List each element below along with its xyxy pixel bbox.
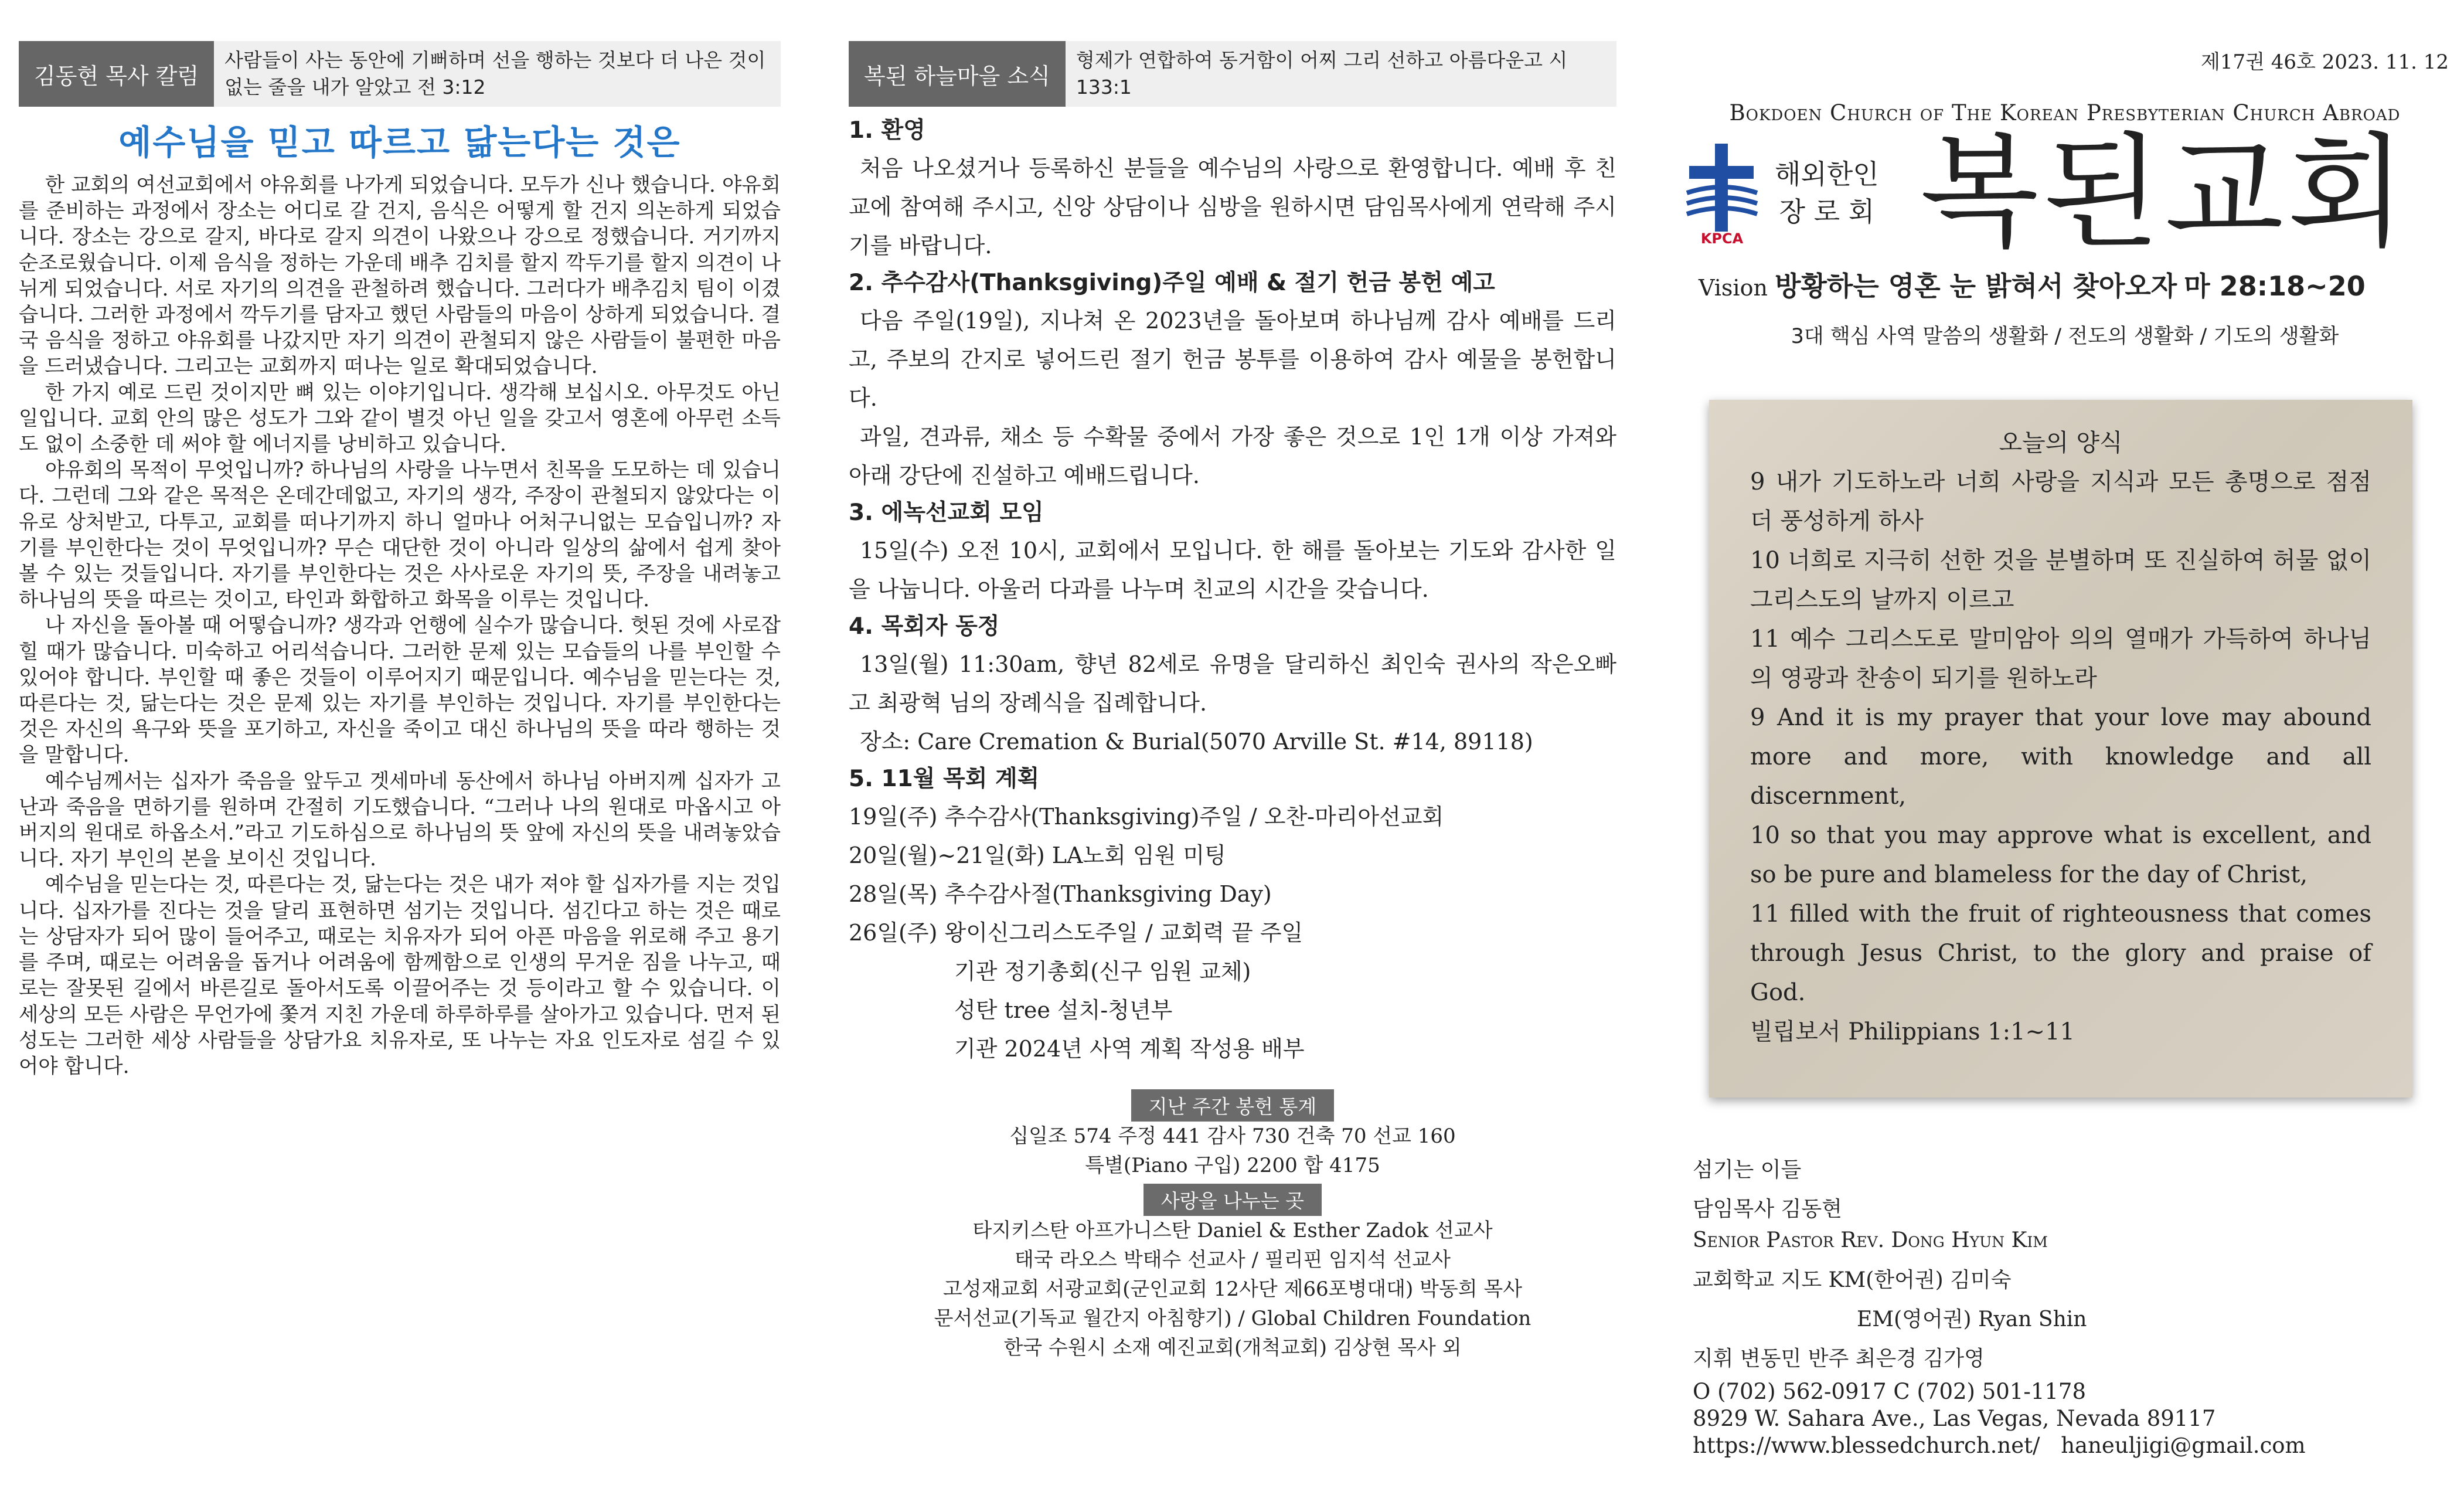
sharing-line: 문서선교(기독교 월간지 아침향기) / Global Children Foundation bbox=[934, 1307, 1532, 1330]
column-label: 김동현 목사 칼럼 bbox=[19, 41, 214, 107]
plan-item: 성탄 tree 설치-청년부 bbox=[954, 997, 1173, 1023]
kpca-logo-icon bbox=[1681, 140, 1763, 246]
notice-title: 2. 추수감사(Thanksgiving)주일 예배 & 절기 헌금 봉헌 예고 bbox=[849, 270, 1495, 296]
church-name: 복된교회 bbox=[1920, 121, 2410, 264]
staff-title: 섬기는 이들 bbox=[1693, 1158, 1802, 1182]
notice-text: 과일, 견과류, 채소 등 수확물 중에서 가장 좋은 것으로 1인 1개 이상 가져와 아래 강단에 진설하고 예배드립니다. bbox=[849, 424, 1616, 488]
masthead bbox=[1681, 121, 2449, 264]
scripture-title: 오늘의 양식 bbox=[1999, 429, 2123, 457]
denomination-label bbox=[1775, 155, 1879, 230]
paragraph: 예수님께서는 십자가 죽음을 앞두고 겟세마네 동산에서 하나님 아버지께 십자가 고난과 죽음을 면하기를 원하며 간절히 기도했습니다. “그러나 나의 원대로 마옵시고 아버지의 원대로 하옵소서.”라고 기도하심으로 하나님의 뜻 앞에 자신의 뜻을 내려놓았습니다. 자기 부인의 본을 보이신 것입니다. bbox=[19, 769, 781, 871]
scripture-line: 11 filled with the fruit of righteousness that comes through Jesus Christ, to the glory and praise of God. bbox=[1750, 901, 2371, 1006]
address: 8929 W. Sahara Ave., Las Vegas, Nevada 89117 bbox=[1693, 1406, 2216, 1431]
notice-text: 다음 주일(19일), 지나쳐 온 2023년을 돌아보며 하나님께 감사 예배를 드리고, 주보의 간지로 넣어드린 절기 헌금 봉투를 이용하여 감사 예물을 봉헌합니다. bbox=[849, 308, 1616, 411]
pastor-en: Senior Pastor Rev. Dong Hyun Kim bbox=[1693, 1228, 2048, 1252]
notice-text: 13일(월) 11:30am, 향년 82세로 유명을 달리하신 최인숙 권사의 작은오빠 고 최광혁 님의 장례식을 집례합니다. bbox=[849, 651, 1616, 716]
sharing-box bbox=[849, 1184, 1616, 1363]
education-line: EM(영어권) Ryan Shin bbox=[1857, 1307, 2087, 1331]
paragraph: 나 자신을 돌아볼 때 어떻습니까? 생각과 언행에 실수가 많습니다. 헛된 것에 사로잡힐 때가 많습니다. 미숙하고 어리석습니다. 그러한 문제 있는 모습들의 나를 부인할 수 있어야 합니다. 부인할 때 좋은 것들이 이루어지기 때문입니다. 예수님을 믿는다는 것, 따른다는 것, 닮는다는 것은 문제 있는 자기를 부인하는 것입니다. 자기를 부인한다는 것은 자신의 욕구와 뜻을 포기하고, 자신을 죽이고 대신 하나님의 뜻을 따라 행하는 것을 말합니다. bbox=[19, 614, 781, 767]
scripture-line: 9 내가 기도하노라 너희 사랑을 지식과 모든 총명으로 점점 더 풍성하게 하사 bbox=[1750, 468, 2371, 535]
notice-title: 3. 에녹선교회 모임 bbox=[849, 500, 1044, 526]
header-verse: 사람들이 사는 동안에 기뻐하며 선을 행하는 것보다 더 나은 것이 없는 줄을 내가 알았고 전 3:12 bbox=[214, 41, 781, 107]
column-header bbox=[19, 41, 781, 107]
plan-item: 19일(주) 추수감사(Thanksgiving)주일 / 오찬-마리아선교회 bbox=[849, 804, 1444, 830]
education-line: 교회학교 지도 KM(한어권) 김미숙 bbox=[1693, 1268, 2012, 1292]
notice-text: 처음 나오셨거나 등록하신 분들을 예수님의 사랑으로 환영합니다. 예배 후 친교에 참여해 주시고, 신앙 상담이나 심방을 원하시면 담임목사에게 연락해 주시기를 바랍니다. bbox=[849, 155, 1616, 259]
logo-text: KPCA bbox=[1700, 230, 1744, 246]
sharing-line: 고성재교회 서광교회(군인교회 12사단 제66포병대대) 박동희 목사 bbox=[942, 1277, 1523, 1301]
staff-other: 지휘 변동민 반주 최은경 김가영 bbox=[1693, 1347, 1985, 1371]
church-english-name: Bokdoen Church of The Korean Presbyterian Church Abroad bbox=[1729, 100, 2401, 125]
column-news bbox=[849, 0, 1616, 1363]
scripture-reference: 빌립보서 Philippians 1:1~11 bbox=[1750, 1018, 2075, 1045]
offering-line: 십일조 574 주정 441 감사 730 건축 70 선교 160 bbox=[1009, 1124, 1456, 1148]
plan-item: 기관 2024년 사역 계획 작성용 배부 bbox=[954, 1036, 1305, 1062]
news-label: 복된 하늘마을 소식 bbox=[849, 41, 1066, 107]
sharing-label: 사랑을 나누는 곳 bbox=[1143, 1184, 1322, 1216]
mission-line: 3대 핵심 사역 말씀의 생활화 / 전도의 생활화 / 기도의 생활화 bbox=[1791, 325, 2339, 348]
notice-title: 4. 목회자 동정 bbox=[849, 613, 1000, 640]
sharing-line: 태국 라오스 박태수 선교사 / 필리핀 임지석 선교사 bbox=[1015, 1248, 1451, 1272]
email-link[interactable]: haneuljigi@gmail.com bbox=[2061, 1433, 2306, 1458]
vision-label: Vision bbox=[1699, 275, 1768, 301]
offering-stats bbox=[849, 1089, 1616, 1180]
news-header bbox=[849, 41, 1616, 107]
vision-line bbox=[1681, 265, 2449, 304]
offering-line: 특별(Piano 구입) 2200 합 4175 bbox=[1085, 1154, 1380, 1177]
contact-web bbox=[1693, 1432, 2449, 1459]
column-masthead bbox=[1681, 0, 2449, 1459]
issue-number: 제17권 46호 2023. 11. 12 bbox=[2201, 50, 2449, 74]
news-verse: 형제가 연합하여 동거함이 어찌 그리 선하고 아름다운고 시 133:1 bbox=[1066, 41, 1616, 107]
offering-label: 지난 주간 봉헌 통계 bbox=[1131, 1089, 1335, 1122]
staff-section bbox=[1681, 1150, 2449, 1459]
sharing-line: 타지키스탄 아프가니스탄 Daniel & Esther Zadok 선교사 bbox=[972, 1219, 1493, 1242]
plan-item: 28일(목) 추수감사절(Thanksgiving Day) bbox=[849, 881, 1272, 907]
column-body bbox=[19, 172, 781, 1079]
plan-item: 기관 정기총회(신구 임원 교체) bbox=[954, 959, 1251, 984]
notice-text: 15일(수) 오전 10시, 교회에서 모입니다. 한 해를 돌아보는 기도와 감사한 일을 나눕니다. 아울러 다과를 나누며 친교의 시간을 갖습니다. bbox=[849, 538, 1616, 602]
notice-title: 1. 환영 bbox=[849, 117, 925, 144]
scripture-line: 10 너희로 지극히 선한 것을 분별하며 또 진실하여 허물 없이 그리스도의 날까지 이르고 bbox=[1750, 547, 2371, 613]
notice-text: 장소: Care Cremation & Burial(5070 Arville St. #14, 89118) bbox=[860, 729, 1533, 755]
scripture-line: 11 예수 그리스도로 말미암아 의의 열매가 가득하여 하나님의 영광과 찬송이 되기를 원하노라 bbox=[1750, 626, 2371, 692]
denomination-line: 장 로 회 bbox=[1779, 196, 1875, 227]
plan-title: 5. 11월 목회 계획 bbox=[849, 766, 1040, 792]
vision-text: 방황하는 영혼 눈 밝혀서 찾아오자 bbox=[1775, 270, 2177, 302]
paragraph: 예수님을 믿는다는 것, 따른다는 것, 닮는다는 것은 내가 져야 할 십자가를 지는 것입니다. 십자가를 진다는 것을 달리 표현하면 섬기는 것입니다. 섬긴다고 하는 것은 때로는 상담자가 되어 많이 들어주고, 때로는 치유자가 되어 아픈 마음을 위로해 주고 용기를 주며, 때로는 어려움을 돕거나 어려움에 함께함으로 인생의 무거운 짐을 나누고, 때로는 잘못된 길에서 바른길로 돌아서도록 이끌어주는 것 등이라고 할 수 있습니다. 이 세상의 모든 사람은 무언가에 쫓겨 지친 가운데 하루하루를 살아가고 있습니다. 먼저 된 성도는 그러한 세상 사람들을 상담가요 치유자로, 또 나누는 자요 인도자로 섬길 수 있어야 합니다. bbox=[19, 873, 781, 1078]
paragraph: 야유회의 목적이 무엇입니까? 하나님의 사랑을 나누면서 친목을 도모하는 데 있습니다. 그런데 그와 같은 목적은 온데간데없고, 자기의 생각, 주장이 관철되지 않았다는 이유로 상처받고, 다투고, 교회를 떠나기까지 하니 얼마나 어처구니없는 모습입니까? 자기를 부인한다는 것이 무엇입니까? 무슨 대단한 것이 아니라 일상의 삶에서 쉽게 찾아볼 수 있는 것들입니다. 자기를 부인한다는 것은 사사로운 자기의 뜻, 주장을 내려놓고 하나님의 뜻을 따르는 것이고, 타인과 화합하고 화목을 이루는 것입니다. bbox=[19, 458, 781, 612]
column-title: 예수님을 믿고 따르고 닮는다는 것은 bbox=[118, 123, 681, 162]
scripture-line: 9 And it is my prayer that your love may abound more and more, with knowledge and all discernment, bbox=[1750, 704, 2371, 810]
scripture-card bbox=[1709, 400, 2412, 1098]
sharing-line: 한국 수원시 소재 예진교회(개척교회) 김상현 목사 외 bbox=[1003, 1336, 1462, 1360]
phone-numbers: O (702) 562-0917 C (702) 501-1178 bbox=[1693, 1379, 2087, 1404]
plan-item: 26일(주) 왕이신그리스도주일 / 교회력 끝 주일 bbox=[849, 920, 1304, 946]
scripture-line: 10 so that you may approve what is excellent, and so be pure and blameless for the day of Christ, bbox=[1750, 822, 2371, 888]
plan-item: 20일(월)~21일(화) LA노회 임원 미팅 bbox=[849, 842, 1226, 868]
denomination-line: 해외한인 bbox=[1775, 158, 1879, 190]
website-link[interactable]: https://www.blessedchurch.net/ bbox=[1693, 1433, 2040, 1458]
vision-ref: 마 28:18~20 bbox=[2184, 270, 2366, 302]
pastor-kr: 담임목사 김동현 bbox=[1693, 1197, 1842, 1221]
notice-list bbox=[849, 113, 1616, 1068]
paragraph: 한 교회의 여선교회에서 야유회를 나가게 되었습니다. 모두가 신나 했습니다. 야유회를 준비하는 과정에서 장소는 어디로 갈 건지, 음식은 어떻게 할 건지 의논하게 되었습니다. 장소는 강으로 갈지, 바다로 갈지 의견이 나왔으나 강으로 정했습니다. 거기까지 순조로웠습니다. 이제 음식을 정하는 가운데 배추 김치를 할지 깍두기를 할지 의견이 나뉘게 되었습니다. 서로 자기의 의견을 관철하려 했습니다. 그러다가 배추김치 팀이 이겼습니다. 그러한 과정에서 깍두기를 담자고 했던 사람들의 마음이 상하게 되었습니다. 결국 음식을 정하고 야유회를 나갔지만 자기 의견이 관철되지 않은 사람들이 불편한 마음을 드러냈습니다. 그리고는 교회까지 떠나는 일로 확대되었습니다. bbox=[19, 174, 781, 379]
plan-list bbox=[849, 797, 1616, 1068]
column-pastor bbox=[19, 0, 781, 1079]
paragraph: 한 가지 예로 드린 것이지만 뼈 있는 이야기입니다. 생각해 보십시오. 아무것도 아닌 일입니다. 교회 안의 많은 성도가 그와 같이 별것 아닌 일을 갖고서 영혼에 아무런 소득도 없이 소중한 데 써야 할 에너지를 낭비하고 있습니다. bbox=[19, 380, 781, 457]
